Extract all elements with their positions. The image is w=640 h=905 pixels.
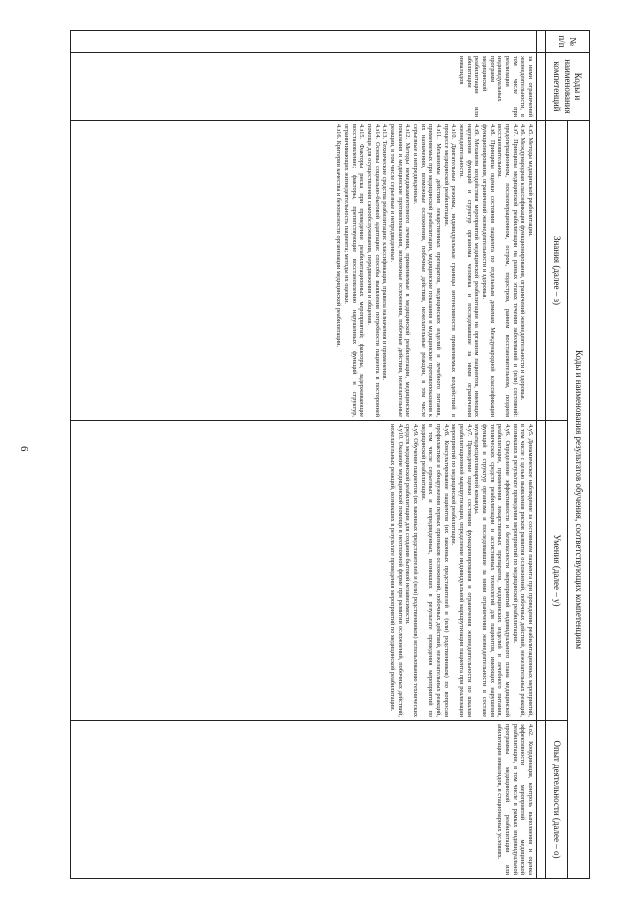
knowledge-item: 4.з7. Принципы медицинской реабилитации на разных этапах течения заболеваний и (или) состояний: предоперационном, послеоперационном, остром, подостром, раннем восстановительном, позднем восстановительном. (496, 124, 519, 417)
header-results-group: Коды и наименования результатов обучения, соответствующих компетенциям (568, 121, 590, 879)
table-row (71, 31, 537, 879)
skill-item: 4.у9. Обучение пациентов (их законных представителей и (или) родственников) использованию технических средств медицинской реабилитации для создания бытовой независимости. (404, 424, 419, 717)
knowledge-item: 4.з9. Механизм воздействия мероприятий медицинской реабилитации на организм пациентов, имеющих нарушения функций и структур организма человека и последовавшие за ними ограничения жизнедеятельности. (457, 124, 481, 417)
header-knowledge: Знания (далее – з) (546, 121, 568, 421)
skill-item: 4.у6. Определение эффективности и безопасности мероприятий индивидуального плана медицинской реабилитации, применения лекарственных препаратов, медицинских изделий и лечебного питания, технических средств реабилитации и ассистивных технологий для пациентов, имеющих нарушения функций и структур организма и последовавшие за ними ограничения жизнедеятельности в составе мультидисциплинарной команды. (473, 424, 511, 717)
cell-skills (71, 421, 537, 721)
skill-item: 4.у5. Динамическое наблюдение за состоянием пациента при проведении реабилитационных мероприятий, в том числе с целью выявления рисков развития осложнений, побочных действий, нежелательных реакций, возникших в результате проведения мероприятий по медицинской реабилитации. (511, 424, 534, 717)
experience-item: 4.о2. Координация, контроль выполнения и оценка эффективности мероприятий медицинской реабилитации, в том числе в рамках индивидуальной программы медицинской реабилитации или абилитации инвалидов, в стационарных условиях. (496, 724, 534, 875)
knowledge-item: 4.з15. Факторы риска при проведении реабилитационных мероприятий; факторы, задерживающие восстановление; факторы, препятствующие восстановлению нарушенных функций и структур, ограничивающих жизнедеятельность пациента; методы их оценки. (342, 124, 366, 417)
header-experience: Опыт деятельности (далее – о) (546, 721, 568, 879)
skill-item: 4.у8. Консультирование пациентов (их законных представителей и (или) родственников) по вопросам профилактики и обнаружения первых признаков осложнений, побочных действий, нежелательных реакций, в том числе серьезных и непредвиденных, возникших в результате проведения мероприятий по медицинской реабилитации. (419, 424, 450, 717)
cell-competency-code: за ними ограничений жизнедеятельности, в том числе при реализации индивидуальных программ медицинской реабилитации или абилитации инвалидов (71, 53, 537, 121)
knowledge-item: 4.з10. Двигательные режимы, индивидуальные границы интенсивности применяемых воздействий в процессе медицинской реабилитации. (442, 124, 458, 417)
page-number: 6 (18, 446, 30, 452)
skill-item: 4.у10. Оказание медицинской помощи в неотложной форме при развитии осложнений, побочных действий, нежелательных реакций, возникших в результате проведения мероприятий по медицинской реабилитации. (388, 424, 404, 717)
knowledge-item: 4.з8. Принципы оценки состояния пациента по отдельным доменам Международной классификации функционирования, ограничений жизнедеятельности и здоровья. (480, 124, 496, 417)
table-spacer-row (537, 31, 546, 879)
knowledge-item: 4.з5. Методы медицинской реабилитации. (527, 124, 534, 237)
knowledge-item: 4.з14. Основы социально-бытовой адаптации: способы выявления потребности пациента в посторонней помощи для осуществления самообслуживания, передвижения и общения. (365, 124, 381, 417)
header-skills: Умения (далее – у) (546, 421, 568, 721)
knowledge-item: 4.з11. Механизмы действия лекарственных препаратов, медицинских изделий и лечебного питания, применяемых при медицинской реабилитации, медицинские показания и медицинские противопоказания к их назначению, возможные осложнения, побочные действия, нежелательные реакции, в том числе серьезные и непредвиденные. (411, 124, 442, 417)
knowledge-item: 4.з12. Методы немедикаментозного лечения, применяемые в медицинской реабилитации, медицинские показания и медицинские противопоказания, возможные осложнения, побочные действия, нежелательные реакции, в том числе серьезные и непредвиденные. (388, 124, 412, 417)
knowledge-item: 4.з6. Международная классификация функционирования, ограничений жизнедеятельности и здоровья. (519, 124, 527, 401)
header-code: Коды и наименования компетенций (546, 53, 590, 121)
header-num: № п/п (546, 31, 590, 53)
rotated-table-sheet (70, 30, 590, 878)
cell-num (71, 31, 537, 53)
cell-experience (71, 721, 537, 879)
knowledge-item: 4.з13. Технические средства реабилитации: классификация, правила назначения и применения. (381, 124, 389, 381)
knowledge-item: 4.з16. Критерии качества и безопасности организации медицинской реабилитации. (335, 124, 343, 348)
cell-knowledge (71, 121, 537, 421)
skill-item: 4.у7. Проведение оценки состояния функционирования и ограничения жизнедеятельности по шкалам реабилитационной маршрутизации, определение индивидуальной маршрутизации пациента при реализации мероприятий по медицинской реабилитации. (450, 424, 473, 717)
competencies-table (70, 30, 590, 879)
